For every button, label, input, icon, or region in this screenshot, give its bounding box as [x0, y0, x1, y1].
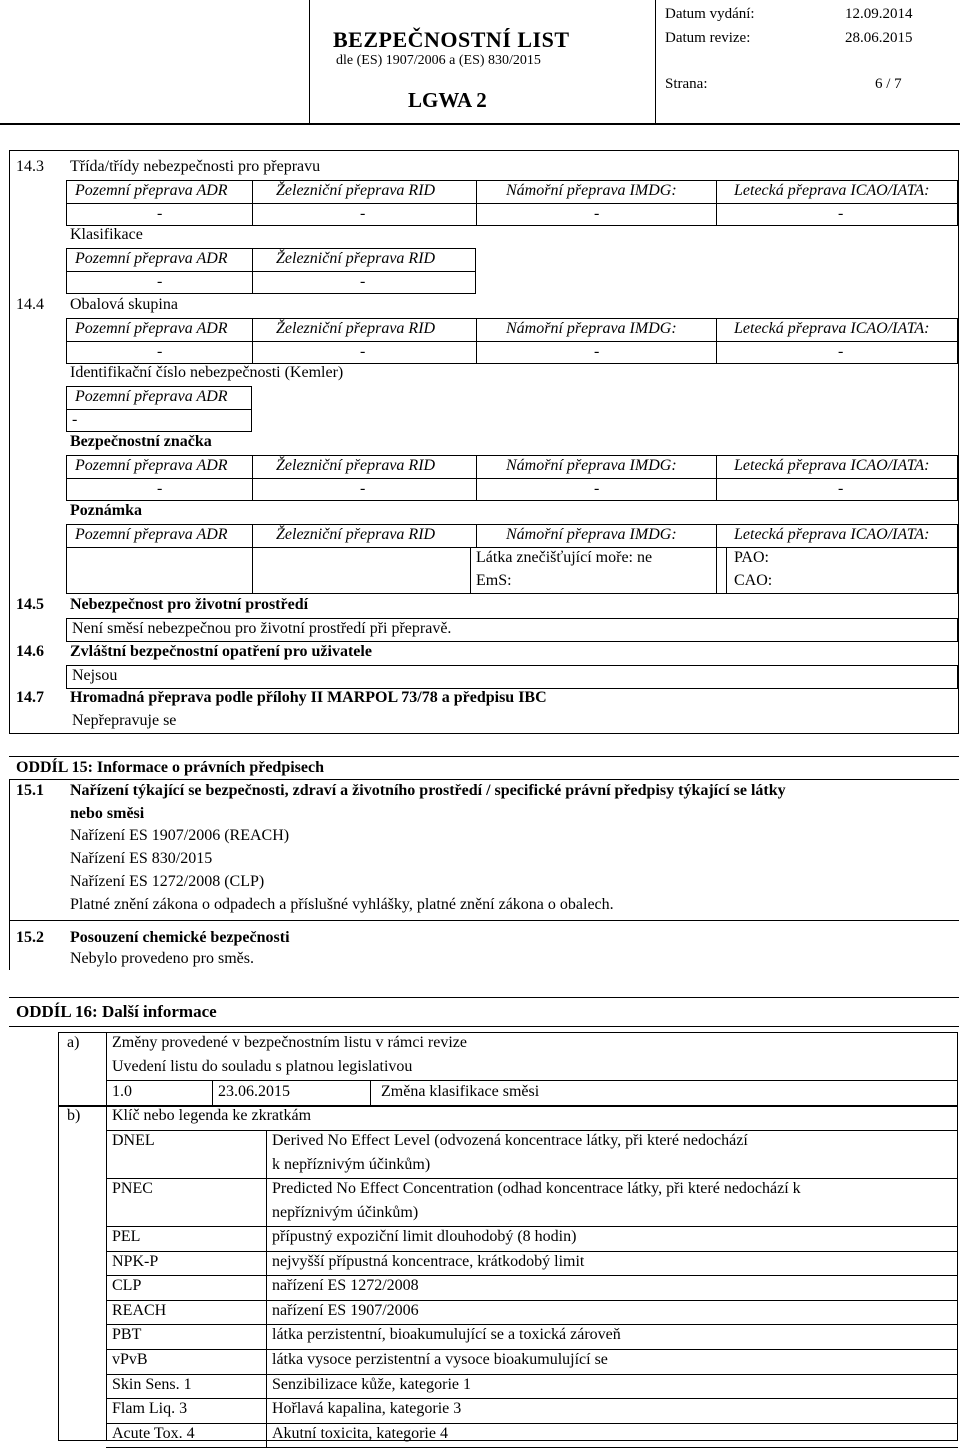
mode-rid: Železniční přeprava RID — [276, 182, 436, 199]
regulation-item: Nařízení ES 1907/2006 (REACH) — [70, 827, 290, 844]
value-dash: - — [157, 480, 163, 497]
marine-pollutant: Látka znečišťující moře: ne — [476, 549, 653, 566]
ems: EmS: — [476, 572, 512, 589]
section-title: Nebezpečnost pro životní prostředí — [70, 596, 309, 613]
abbreviation: NPK-P — [112, 1252, 159, 1270]
value-dash: - — [360, 343, 366, 360]
product-name: LGWA 2 — [408, 88, 487, 112]
value-dash: - — [594, 205, 600, 222]
value-dash: - — [838, 205, 844, 222]
value-dash: - — [157, 273, 163, 290]
document-title: BEZPEČNOSTNÍ LIST — [333, 27, 570, 52]
header-divider — [309, 0, 310, 123]
section-text: Nebylo provedeno pro směs. — [70, 950, 254, 967]
regulation-item: Nařízení ES 1272/2008 (CLP) — [70, 873, 265, 890]
revision-date-label: Datum revize: — [665, 30, 751, 46]
abbreviation-description: nejvyšší přípustná koncentrace, krátkodobý limit — [272, 1252, 585, 1270]
mode-rid: Železniční přeprava RID — [276, 526, 436, 543]
section-number: 14.5 — [16, 596, 44, 613]
value-dash: - — [838, 343, 844, 360]
mode-adr: Pozemní přeprava ADR — [75, 320, 228, 337]
abbreviation-description: Senzibilizace kůže, kategorie 1 — [272, 1375, 472, 1393]
section-title: Obalová skupina — [70, 296, 178, 313]
abbreviation-description: látka perzistentní, bioakumulující se a toxická zároveň — [272, 1326, 621, 1344]
revision-subtitle: Uvedení listu do souladu s platnou legislativou — [112, 1058, 413, 1075]
mode-adr: Pozemní přeprava ADR — [75, 457, 228, 474]
abbreviations-title: Klíč nebo legenda ke zkratkám — [112, 1107, 312, 1124]
section-number: 14.7 — [16, 689, 44, 706]
abbreviation: REACH — [112, 1301, 167, 1319]
abbreviation: DNEL — [112, 1132, 155, 1149]
page-label: Strana: — [665, 76, 708, 92]
mode-icao: Letecká přeprava ICAO/IATA: — [734, 457, 930, 474]
page-number: 6 / 7 — [875, 76, 902, 92]
regulation-item: Nařízení ES 830/2015 — [70, 850, 213, 867]
abbreviation-description: Derived No Effect Level (odvozená koncentrace látky, při které nedochází — [272, 1132, 748, 1149]
abbreviation-description: Akutní toxicita, kategorie 4 — [272, 1424, 448, 1442]
abbreviation: vPvB — [112, 1351, 148, 1368]
subheading-safety-mark: Bezpečnostní značka — [70, 433, 212, 450]
value-dash: - — [594, 343, 600, 360]
value-dash: - — [157, 343, 163, 360]
abbreviation: CLP — [112, 1277, 142, 1295]
value-dash: - — [360, 273, 366, 290]
mode-adr: Pozemní přeprava ADR — [75, 250, 228, 267]
abbreviation-description: nařízení ES 1907/2006 — [272, 1301, 419, 1319]
section-number: 15.1 — [16, 782, 44, 799]
subheading-note: Poznámka — [70, 502, 142, 519]
revision-title: Změny provedené v bezpečnostním listu v rámci revize — [112, 1034, 467, 1051]
section-number: 14.6 — [16, 643, 44, 660]
section-text: Nepřepravuje se — [72, 712, 177, 729]
mode-icao: Letecká přeprava ICAO/IATA: — [734, 526, 930, 543]
subheading-kemler: Identifikační číslo nebezpečnosti (Kemler) — [70, 364, 344, 381]
pao: PAO: — [734, 549, 769, 566]
abbreviation-description: látka vysoce perzistentní a vysoce bioakumulující se — [272, 1351, 608, 1368]
abbreviation: PEL — [112, 1228, 141, 1245]
abbreviation: Acute Tox. 4 — [112, 1424, 195, 1442]
mode-rid: Železniční přeprava RID — [276, 320, 436, 337]
mode-imdg: Námořní přeprava IMDG: — [506, 526, 677, 543]
abbreviation: Skin Sens. 1 — [112, 1375, 192, 1393]
value-dash: - — [838, 480, 844, 497]
section-title: Třída/třídy nebezpečnosti pro přepravu — [70, 158, 321, 175]
section-title: Posouzení chemické bezpečnosti — [70, 929, 290, 946]
value-dash: - — [72, 411, 78, 428]
issue-date-label: Datum vydání: — [665, 6, 755, 22]
header-divider — [655, 0, 656, 123]
section-number: 14.3 — [16, 158, 44, 175]
section-15-title: ODDÍL 15: Informace o právních předpisech — [16, 759, 324, 776]
revision-change: Změna klasifikace směsi — [381, 1083, 540, 1100]
section-title: Hromadná přeprava podle přílohy II MARPOL 73/78 a předpisu IBC — [70, 689, 547, 706]
section-title: Nařízení týkající se bezpečnosti, zdraví a životního prostředí / specifické právní předpisy týkající se látky — [70, 782, 786, 799]
value-dash: - — [360, 480, 366, 497]
abbreviation-description: Predicted No Effect Concentration (odhad koncentrace látky, při které nedochází k — [272, 1180, 801, 1197]
mode-adr: Pozemní přeprava ADR — [75, 526, 228, 543]
section-number: 14.4 — [16, 296, 44, 313]
section-title-cont: nebo směsi — [70, 805, 145, 822]
abbreviation-description: přípustný expoziční limit dlouhodobý (8 hodin) — [272, 1228, 577, 1245]
section-text: Není směsí nebezpečnou pro životní prostředí při přepravě. — [72, 620, 452, 637]
section-title: Zvláštní bezpečnostní opatření pro uživatele — [70, 643, 372, 660]
abbreviation: Flam Liq. 3 — [112, 1400, 188, 1418]
revision-version: 1.0 — [112, 1083, 132, 1100]
revision-date: 23.06.2015 — [218, 1083, 290, 1100]
abbreviation-description-cont: k nepříznivým účinkům) — [272, 1156, 431, 1173]
abbreviation: PNEC — [112, 1180, 153, 1197]
value-dash: - — [594, 480, 600, 497]
mode-rid: Železniční přeprava RID — [276, 250, 436, 267]
abbreviation-description: nařízení ES 1272/2008 — [272, 1277, 419, 1295]
item-label: a) — [67, 1034, 80, 1051]
regulation-ref: dle (ES) 1907/2006 a (ES) 830/2015 — [336, 53, 541, 68]
value-dash: - — [157, 205, 163, 222]
mode-imdg: Námořní přeprava IMDG: — [506, 457, 677, 474]
mode-rid: Železniční přeprava RID — [276, 457, 436, 474]
abbreviation-description-cont: nepříznivým účinkům) — [272, 1204, 419, 1221]
issue-date: 12.09.2014 — [845, 6, 913, 22]
abbreviation: PBT — [112, 1326, 142, 1344]
mode-adr: Pozemní přeprava ADR — [75, 182, 228, 199]
mode-imdg: Námořní přeprava IMDG: — [506, 182, 677, 199]
mode-imdg: Námořní přeprava IMDG: — [506, 320, 677, 337]
section-text: Nejsou — [72, 667, 118, 684]
mode-icao: Letecká přeprava ICAO/IATA: — [734, 182, 930, 199]
regulation-item: Platné znění zákona o odpadech a příslušné vyhlášky, platné znění zákona o obalech. — [70, 896, 614, 913]
subheading-classification: Klasifikace — [70, 226, 143, 243]
section-number: 15.2 — [16, 929, 44, 946]
abbreviation-description: Hořlavá kapalina, kategorie 3 — [272, 1400, 462, 1418]
header-rule — [0, 123, 960, 125]
mode-adr: Pozemní přeprava ADR — [75, 388, 228, 405]
revision-date: 28.06.2015 — [845, 30, 913, 46]
item-label: b) — [67, 1107, 81, 1124]
mode-icao: Letecká přeprava ICAO/IATA: — [734, 320, 930, 337]
cao: CAO: — [734, 572, 773, 589]
section-16-title: ODDÍL 16: Další informace — [16, 1002, 217, 1021]
value-dash: - — [360, 205, 366, 222]
